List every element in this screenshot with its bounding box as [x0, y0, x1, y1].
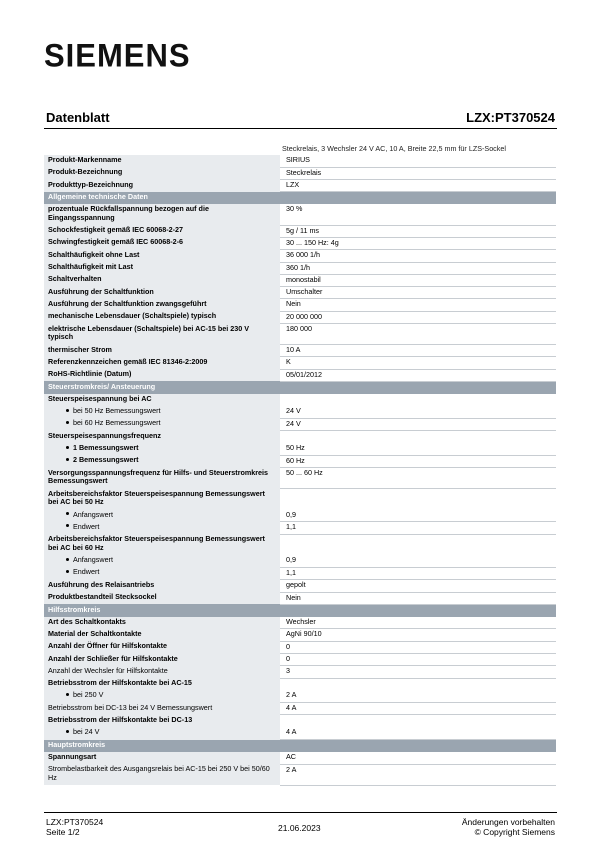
table-row — [44, 752, 556, 764]
row-label-cell — [44, 225, 280, 237]
table-row — [44, 580, 556, 592]
row-label: Versorgungsspannungsfrequenz für Hilfs- und Steuerstromkreis Bemessungswert — [48, 467, 269, 486]
row-label: Anzahl der Öffner für Hilfskontakte — [48, 641, 168, 651]
table-row — [44, 225, 556, 237]
table-row — [44, 311, 556, 323]
row-label: Ausführung der Schaltfunktion zwangsgeführt — [48, 298, 207, 308]
footer-date: 21.06.2023 — [278, 823, 321, 833]
product-id: LZX:PT370524 — [466, 110, 555, 125]
row-label: thermischer Strom — [48, 344, 112, 354]
row-label: Anfangswert — [73, 509, 113, 519]
row-value: 4 A — [280, 703, 556, 715]
section-header — [44, 381, 556, 393]
row-value: K — [280, 357, 556, 369]
table-row — [44, 287, 556, 299]
row-value — [280, 715, 556, 727]
section-title: Steuerstromkreis/ Ansteuerung — [44, 381, 556, 393]
row-label-cell — [44, 555, 280, 567]
row-label: Betriebsstrom der Hilfskontakte bei DC-13 — [48, 714, 193, 724]
row-label-cell — [44, 510, 280, 522]
row-label: Ausführung der Schaltfunktion — [48, 286, 154, 296]
row-label-cell — [44, 715, 280, 727]
row-label-cell — [44, 455, 280, 467]
table-row — [44, 324, 556, 345]
row-label-cell — [44, 357, 280, 369]
row-label: Referenzkennzeichen gemäß IEC 81346-2:2009 — [48, 356, 208, 366]
bullet-icon — [66, 558, 69, 561]
row-value: SIRIUS — [280, 155, 556, 167]
row-label: elektrische Lebensdauer (Schaltspiele) bei AC-15 bei 230 V typisch — [48, 323, 250, 342]
section-title: Allgemeine technische Daten — [44, 192, 556, 204]
table-row — [44, 418, 556, 430]
spec-table — [44, 155, 556, 786]
row-label-cell — [44, 287, 280, 299]
product-description: Steckrelais, 3 Wechsler 24 V AC, 10 A, Breite 22,5 mm für LZS-Sockel — [282, 144, 506, 153]
table-row — [44, 690, 556, 702]
row-value: 0,9 — [280, 555, 556, 567]
row-label-cell — [44, 155, 280, 167]
row-label: Schwingfestigkeit gemäß IEC 60068-2-6 — [48, 237, 184, 247]
row-label: prozentuale Rückfallspannung bezogen auf die Eingangsspannung — [48, 204, 209, 222]
table-row — [44, 629, 556, 641]
row-value: 2 A — [280, 690, 556, 702]
row-label-cell — [44, 418, 280, 430]
row-value: Steckrelais — [280, 167, 556, 179]
row-value: 20 000 000 — [280, 311, 556, 323]
row-value: 60 Hz — [280, 455, 556, 467]
row-value — [280, 431, 556, 443]
header-rule — [44, 128, 557, 129]
footer-product-id: LZX:PT370524 — [46, 817, 104, 827]
row-label: Material der Schaltkontakte — [48, 628, 142, 638]
row-label: Betriebsstrom der Hilfskontakte bei AC-15 — [48, 678, 192, 688]
row-value: 1,1 — [280, 567, 556, 579]
row-label: Spannungsart — [48, 751, 97, 761]
table-row — [44, 592, 556, 604]
row-label-cell — [44, 431, 280, 443]
footer-right — [462, 817, 555, 837]
row-value — [280, 678, 556, 690]
row-label-cell — [44, 522, 280, 534]
siemens-logo: SIEMENS — [44, 37, 191, 74]
row-label: Anzahl der Schließer für Hilfskontakte — [48, 653, 178, 663]
row-label: RoHS-Richtlinie (Datum) — [48, 369, 132, 379]
table-row — [44, 345, 556, 357]
table-row — [44, 237, 556, 249]
row-label: Produktbestandteil Stecksockel — [48, 592, 157, 602]
section-header — [44, 604, 556, 616]
row-label-cell — [44, 764, 280, 785]
row-value: 50 Hz — [280, 443, 556, 455]
row-label-cell — [44, 237, 280, 249]
row-label-cell — [44, 406, 280, 418]
row-value: Umschalter — [280, 287, 556, 299]
row-label: Steuerspeisespannungsfrequenz — [48, 430, 162, 440]
row-label: Produkttyp-Bezeichnung — [48, 179, 134, 189]
table-row — [44, 678, 556, 690]
section-title: Hilfsstromkreis — [44, 604, 556, 616]
row-label: Anzahl der Wechsler für Hilfskontakte — [48, 665, 168, 675]
row-label-cell — [44, 345, 280, 357]
table-row — [44, 534, 556, 555]
table-row — [44, 641, 556, 653]
row-label: Schockfestigkeit gemäß IEC 60068-2-27 — [48, 225, 184, 235]
row-value: Nein — [280, 299, 556, 311]
table-row — [44, 510, 556, 522]
row-label: bei 250 V — [73, 690, 104, 700]
table-row — [44, 357, 556, 369]
row-value: 30 ... 150 Hz: 4g — [280, 237, 556, 249]
table-row — [44, 250, 556, 262]
table-row — [44, 468, 556, 489]
footer-notice: Änderungen vorbehalten — [461, 817, 555, 827]
table-row — [44, 167, 556, 179]
table-row — [44, 406, 556, 418]
row-label-cell — [44, 678, 280, 690]
table-row — [44, 703, 556, 715]
row-label: 2 Bemessungswert — [73, 455, 139, 465]
row-value: 24 V — [280, 418, 556, 430]
row-label: Produkt-Bezeichnung — [48, 167, 123, 177]
row-value: Wechsler — [280, 617, 556, 629]
row-label: Art des Schaltkontakts — [48, 616, 126, 626]
table-row — [44, 204, 556, 225]
section-title: Hauptstromkreis — [44, 740, 556, 752]
row-label-cell — [44, 204, 280, 225]
bullet-icon — [66, 693, 69, 696]
row-label-cell — [44, 180, 280, 192]
row-value: 2 A — [280, 764, 556, 785]
row-label-cell — [44, 727, 280, 739]
row-value: 360 1/h — [280, 262, 556, 274]
row-value: 0 — [280, 654, 556, 666]
row-label: mechanische Lebensdauer (Schaltspiele) typisch — [48, 311, 217, 321]
row-value: gepolt — [280, 580, 556, 592]
row-value: monostabil — [280, 274, 556, 286]
row-label-cell — [44, 274, 280, 286]
row-label: 1 Bemessungswert — [73, 442, 139, 452]
table-row — [44, 262, 556, 274]
row-label: Produkt-Markenname — [48, 155, 122, 164]
row-value — [280, 534, 556, 555]
row-label-cell — [44, 468, 280, 489]
table-row — [44, 443, 556, 455]
row-label-cell — [44, 752, 280, 764]
row-value: 36 000 1/h — [280, 250, 556, 262]
table-row — [44, 431, 556, 443]
document-title: Datenblatt — [46, 110, 110, 125]
table-row — [44, 369, 556, 381]
row-label: Arbeitsbereichsfaktor Steuerspeisespannung Bemessungswert bei AC bei 50 Hz — [48, 488, 265, 507]
table-row — [44, 555, 556, 567]
footer-copyright: © Copyright Siemens — [474, 827, 555, 837]
bullet-icon — [66, 421, 69, 424]
row-value: AgNi 90/10 — [280, 629, 556, 641]
row-value: 1,1 — [280, 522, 556, 534]
row-label: bei 60 Hz Bemessungswert — [73, 418, 161, 428]
bullet-icon — [66, 524, 69, 527]
row-value: AC — [280, 752, 556, 764]
row-label: Schaltverhalten — [48, 274, 102, 284]
table-row — [44, 715, 556, 727]
row-value: 5g / 11 ms — [280, 225, 556, 237]
row-label-cell — [44, 534, 280, 555]
row-value: LZX — [280, 180, 556, 192]
row-label: bei 50 Hz Bemessungswert — [73, 406, 161, 416]
row-label: Betriebsstrom bei DC-13 bei 24 V Bemessungswert — [48, 702, 213, 712]
table-row — [44, 617, 556, 629]
row-label-cell — [44, 617, 280, 629]
row-value: 30 % — [280, 204, 556, 225]
spec-table-body — [44, 155, 556, 785]
row-value: 50 ... 60 Hz — [280, 468, 556, 489]
row-label-cell — [44, 629, 280, 641]
table-row — [44, 489, 556, 510]
row-value: 0,9 — [280, 510, 556, 522]
row-value — [280, 489, 556, 510]
row-value: 0 — [280, 641, 556, 653]
table-row — [44, 666, 556, 678]
row-label: Endwert — [73, 521, 100, 531]
row-label: Strombelastbarkeit des Ausgangsrelais bei AC-15 bei 250 V bei 50/60 Hz — [48, 764, 270, 782]
row-label: bei 24 V — [73, 727, 100, 737]
table-row — [44, 727, 556, 739]
row-value: 05/01/2012 — [280, 369, 556, 381]
table-row — [44, 567, 556, 579]
row-label-cell — [44, 703, 280, 715]
row-label-cell — [44, 567, 280, 579]
row-label-cell — [44, 641, 280, 653]
row-label-cell — [44, 580, 280, 592]
bullet-icon — [66, 446, 69, 449]
section-header — [44, 740, 556, 752]
row-label: Endwert — [73, 567, 100, 577]
table-row — [44, 455, 556, 467]
bullet-icon — [66, 458, 69, 461]
table-row — [44, 180, 556, 192]
table-row — [44, 654, 556, 666]
row-label-cell — [44, 443, 280, 455]
row-value — [280, 394, 556, 406]
row-label: Ausführung des Relaisantriebs — [48, 579, 155, 589]
row-label-cell — [44, 324, 280, 345]
row-label-cell — [44, 250, 280, 262]
row-label-cell — [44, 311, 280, 323]
row-value: 4 A — [280, 727, 556, 739]
bullet-icon — [66, 512, 69, 515]
row-value: 3 — [280, 666, 556, 678]
row-label-cell — [44, 592, 280, 604]
table-row — [44, 274, 556, 286]
row-label-cell — [44, 690, 280, 702]
bullet-icon — [66, 409, 69, 412]
row-value: 10 A — [280, 345, 556, 357]
row-label-cell — [44, 489, 280, 510]
row-label-cell — [44, 299, 280, 311]
table-row — [44, 155, 556, 167]
footer-page-number: Seite 1/2 — [46, 827, 80, 837]
row-label-cell — [44, 654, 280, 666]
table-row — [44, 522, 556, 534]
bullet-icon — [66, 730, 69, 733]
row-value: 24 V — [280, 406, 556, 418]
footer-left — [46, 817, 103, 837]
row-label: Schalthäufigkeit ohne Last — [48, 249, 140, 259]
table-row — [44, 299, 556, 311]
row-label-cell — [44, 167, 280, 179]
row-label: Steuerspeisespannung bei AC — [48, 393, 152, 403]
row-value: Nein — [280, 592, 556, 604]
row-label: Anfangswert — [73, 555, 113, 565]
row-label-cell — [44, 394, 280, 406]
table-row — [44, 394, 556, 406]
table-row — [44, 764, 556, 785]
row-label: Schalthäufigkeit mit Last — [48, 262, 134, 272]
row-value: 180 000 — [280, 324, 556, 345]
row-label-cell — [44, 369, 280, 381]
footer-rule — [44, 812, 557, 813]
bullet-icon — [66, 570, 69, 573]
section-header — [44, 192, 556, 204]
row-label: Arbeitsbereichsfaktor Steuerspeisespannung Bemessungswert bei AC bei 60 Hz — [48, 534, 265, 552]
row-label-cell — [44, 666, 280, 678]
row-label-cell — [44, 262, 280, 274]
